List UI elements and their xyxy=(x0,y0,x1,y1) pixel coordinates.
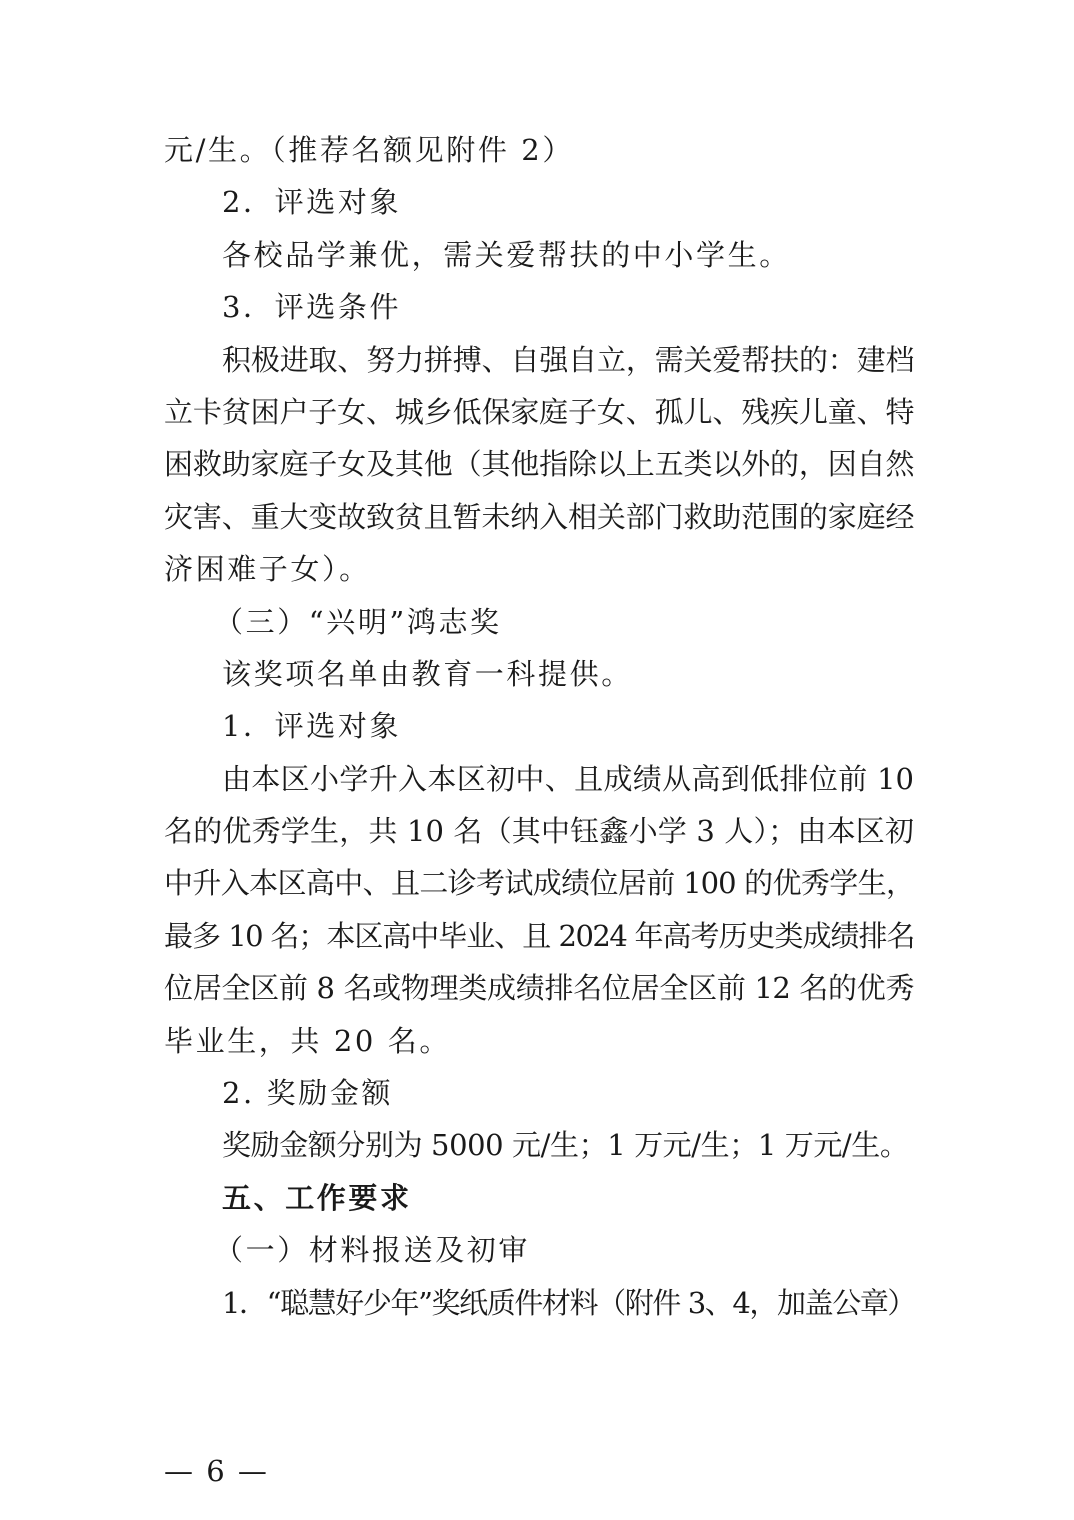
text-line: 各校品学兼优，需关爱帮扶的中小学生。 xyxy=(222,237,791,272)
text-line: 位居全区前 8 名或物理类成绩排名位居全区前 12 名的优秀 xyxy=(164,971,914,1006)
text-line: 最多 10 名；本区高中毕业、且 2024 年高考历史类成绩排名 xyxy=(164,918,914,953)
text-line: 济困难子女）。 xyxy=(164,552,371,587)
text-line: 名的优秀学生，共 10 名（其中钰鑫小学 3 人）；由本区初 xyxy=(164,814,914,849)
text-line: 灾害、重大变故致贫且暂未纳入相关部门救助范围的家庭经 xyxy=(164,499,914,534)
text-line: 该奖项名单由教育一科提供。 xyxy=(222,656,633,691)
text-line: 由本区小学升入本区初中、且成绩从高到低排位前 10 xyxy=(222,761,914,796)
text-line: 毕业生，共 20 名。 xyxy=(164,1023,451,1058)
subheading: 2. 奖励金额 xyxy=(222,1076,394,1111)
chapter-heading: 五、工作要求 xyxy=(222,1180,412,1215)
text-line: 立卡贫困户子女、城乡低保家庭子女、孤儿、残疾儿童、特 xyxy=(164,394,914,429)
document-body xyxy=(164,124,914,1329)
text-line: 困救助家庭子女及其他（其他指除以上五类以外的，因自然 xyxy=(164,447,914,482)
subheading: 1．评选对象 xyxy=(222,709,402,744)
subheading: 2．评选对象 xyxy=(222,185,402,220)
section-heading: （三）“兴明”鸿志奖 xyxy=(214,604,502,639)
text-line: 积极进取、努力拼搏、自强自立，需关爱帮扶的：建档 xyxy=(222,342,914,377)
text-line: 中升入本区高中、且二诊考试成绩位居前 100 的优秀学生， xyxy=(164,866,914,901)
text-line: 元/生。（推荐名额见附件 2） xyxy=(164,133,574,167)
text-line: 奖励金额分别为 5000 元/生；1 万元/生；1 万元/生。 xyxy=(222,1128,909,1163)
page-number: — 6 — xyxy=(164,1454,269,1488)
text-line: 1．“聪慧好少年”奖纸质件材料（附件 3、4，加盖公章） xyxy=(222,1285,916,1320)
subheading: 3．评选条件 xyxy=(222,290,402,325)
section-heading: （一）材料报送及初审 xyxy=(214,1233,531,1268)
